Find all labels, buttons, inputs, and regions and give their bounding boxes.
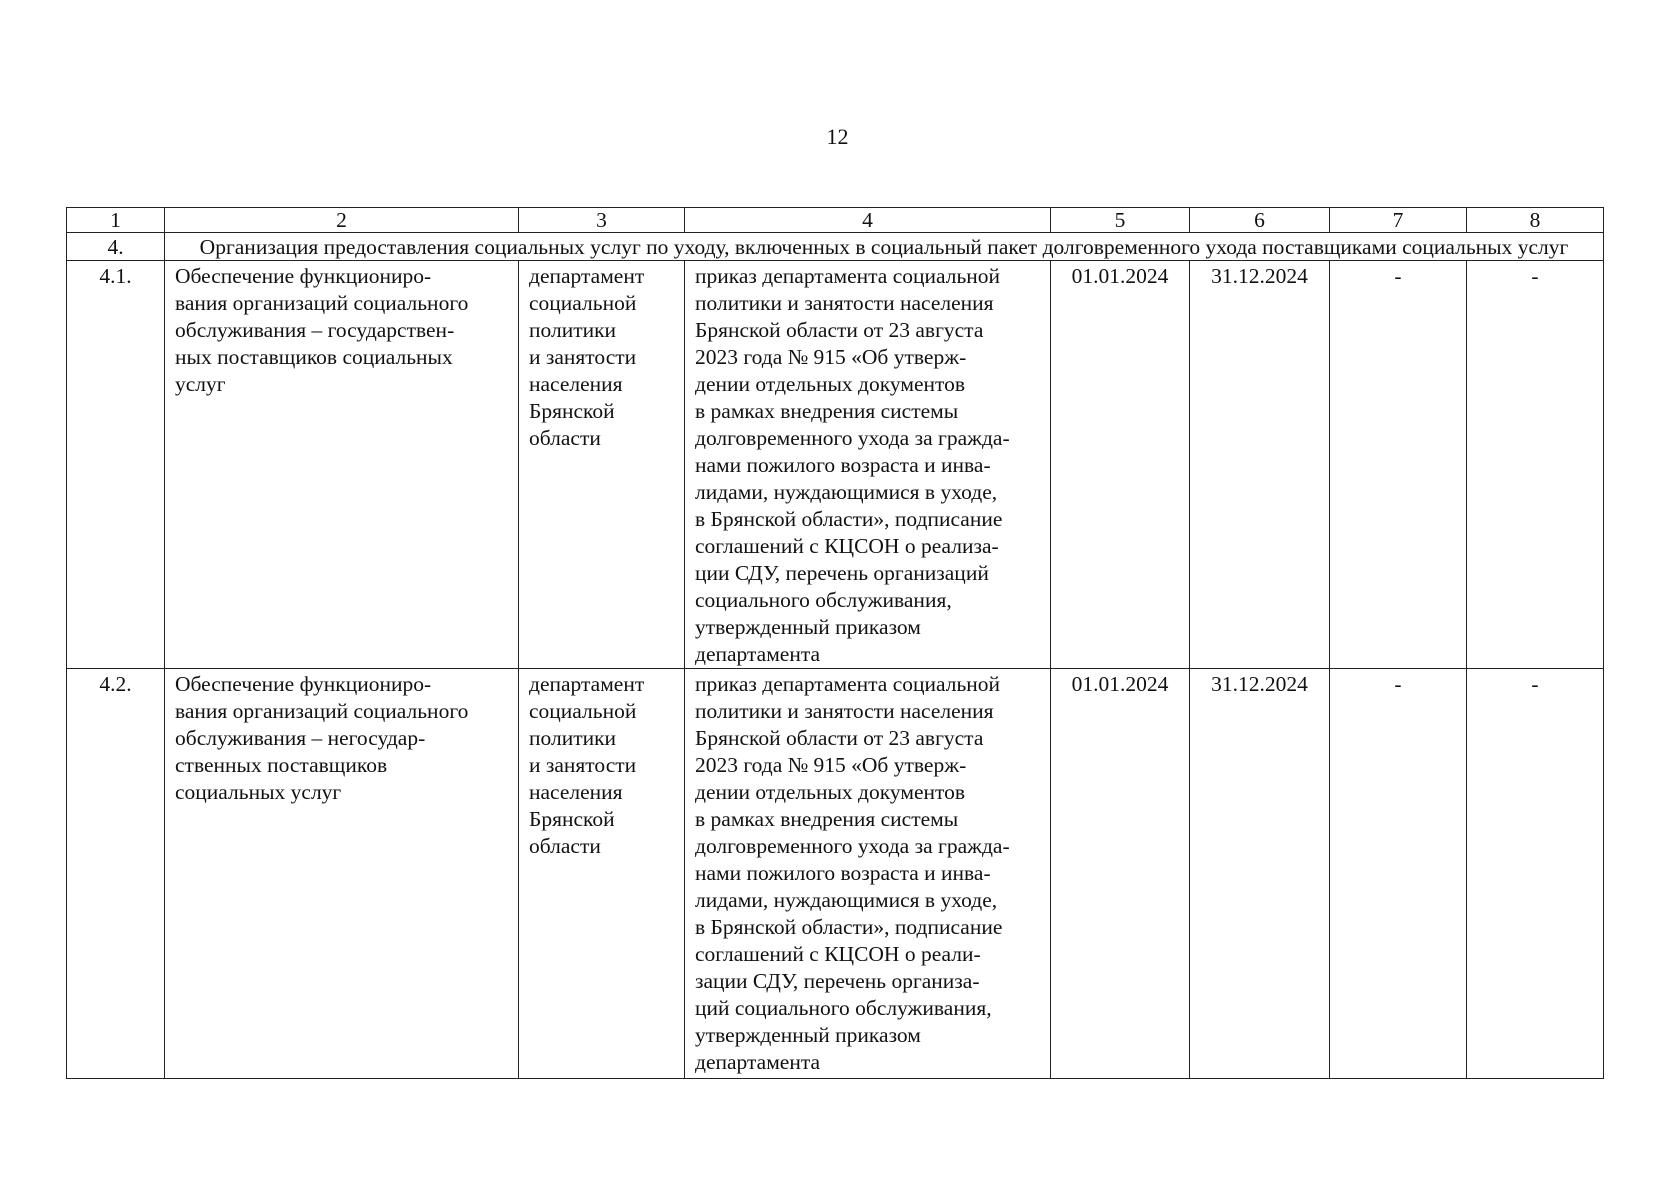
column-number-7: 7 [1330,208,1467,233]
measure-cell: Обеспечение функциониро- вания организаций социального обслуживания – государствен- ных поставщиков социальных услуг [165,261,519,669]
column-7-cell: - [1330,669,1467,1079]
column-8-cell: - [1467,261,1604,669]
measure-cell: Обеспечение функциониро- вания организаций социального обслуживания – негосудар- ственных поставщиков социальных услуг [165,669,519,1079]
document-cell: приказ департамента социальной политики и занятости населения Брянской области от 23 августа 2023 года № 915 «Об утверж- дении отдельных документов в рамках внедрения системы долговременного ухода за гражда- нами пожилого возраста и инва- лидами, нуждающимися в уходе, в Брянской области», подписание соглашений с КЦСОН о реализа- ции СДУ, перечень организаций социального обслуживания, утвержденный приказом департамента [685,261,1051,669]
end-date-cell: 31.12.2024 [1190,669,1330,1079]
start-date-cell: 01.01.2024 [1051,261,1190,669]
start-date-cell: 01.01.2024 [1051,669,1190,1079]
column-number-8: 8 [1467,208,1604,233]
column-number-row [67,208,1604,233]
executor-cell: департамент социальной политики и занятости населения Брянской области [519,669,685,1079]
end-date-cell: 31.12.2024 [1190,261,1330,669]
section-number: 4. [67,233,165,261]
column-number-3: 3 [519,208,685,233]
column-number-4: 4 [685,208,1051,233]
column-number-2: 2 [165,208,519,233]
measures-table [66,207,1604,1079]
table-row [67,261,1604,669]
column-number-6: 6 [1190,208,1330,233]
column-number-5: 5 [1051,208,1190,233]
section-row [67,233,1604,261]
table-row [67,669,1604,1079]
column-8-cell: - [1467,669,1604,1079]
row-number: 4.2. [67,669,165,1079]
column-7-cell: - [1330,261,1467,669]
section-title: Организация предоставления социальных услуг по уходу, включенных в социальный пакет долговременного ухода поставщиками социальных услуг [165,233,1604,261]
document-cell: приказ департамента социальной политики и занятости населения Брянской области от 23 августа 2023 года № 915 «Об утверж- дении отдельных документов в рамках внедрения системы долговременного ухода за гражда- нами пожилого возраста и инва- лидами, нуждающимися в уходе, в Брянской области», подписание соглашений с КЦСОН о реали- зации СДУ, перечень организа- ций социального обслуживания, утвержденный приказом департамента [685,669,1051,1079]
page-number: 12 [826,124,849,149]
row-number: 4.1. [67,261,165,669]
executor-cell: департамент социальной политики и занятости населения Брянской области [519,261,685,669]
column-number-1: 1 [67,208,165,233]
